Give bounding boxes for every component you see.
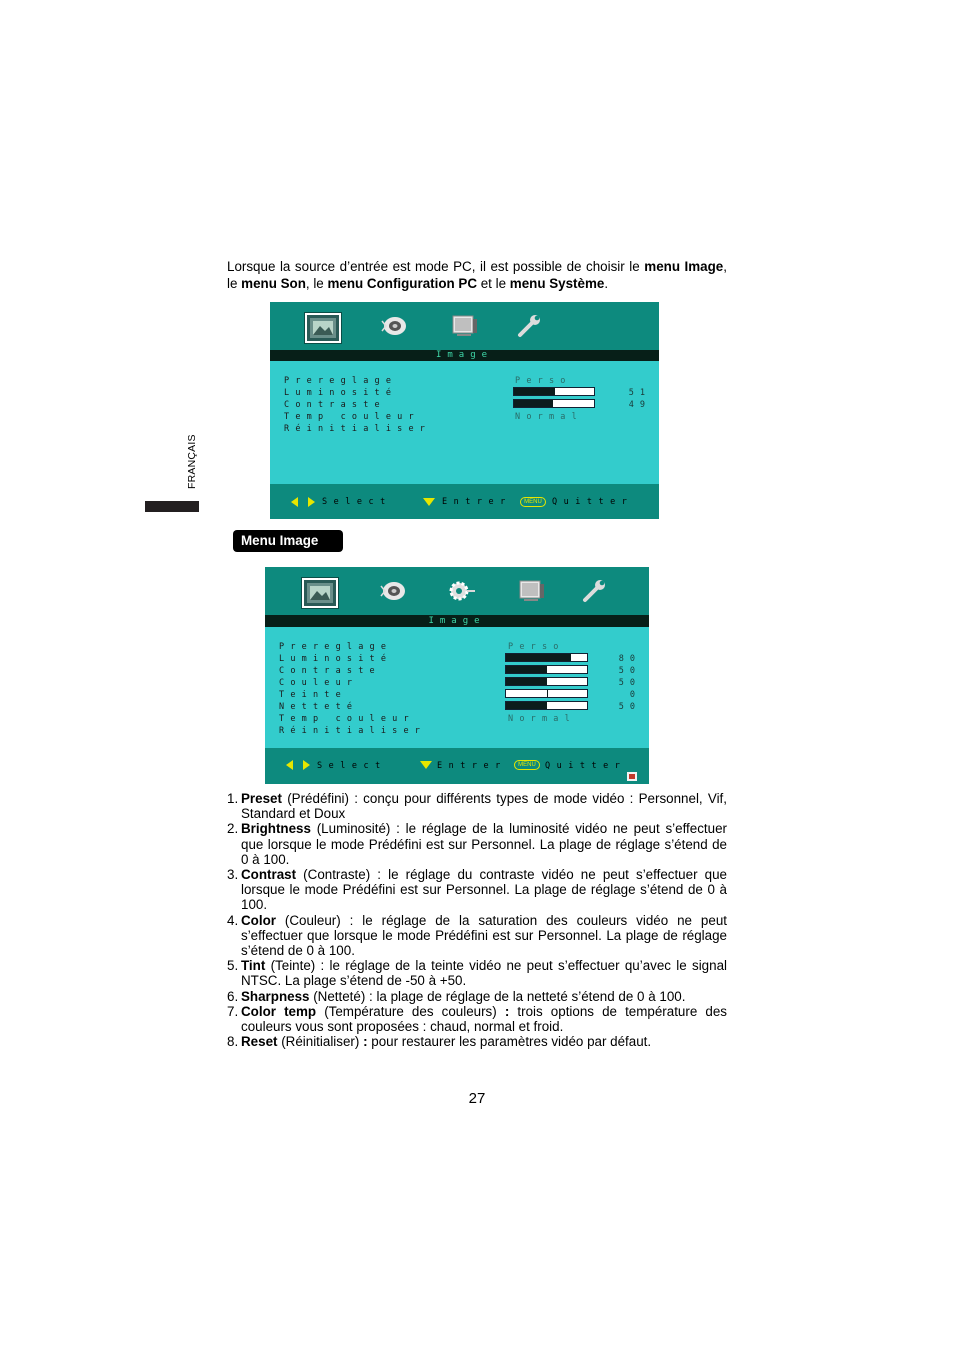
list-text: (Température des couleurs) [316,1003,505,1019]
osd-contraste-bar [513,399,595,408]
osd2-luminosite-value: 80 [618,654,641,664]
osd2-contraste-fill [506,666,547,673]
osd2-temp-value: Normal [508,714,576,724]
list-item [227,1004,727,1034]
left-right-arrows-icon [285,760,311,770]
picture-icon [305,313,341,343]
list-number: 7. [227,1003,239,1019]
intro-bold-menu-son: menu Son [241,276,306,291]
list-term: Contrast [241,867,297,883]
list-number: 5. [227,958,239,974]
list-item [227,821,727,867]
osd-row-prereglage: Prereglage [284,376,398,386]
osd-preset-value: Perso [515,376,572,386]
list-number: 6. [227,988,239,1004]
list-term: Sharpness [241,988,310,1004]
footer-select: Select [322,497,392,507]
list-item [227,867,727,913]
osd-title: Image [435,350,494,360]
list-number: 2. [227,821,239,837]
osd2-couleur-fill [506,678,547,685]
intro-paragraph [227,258,727,292]
osd2-teinte-marker [547,690,548,697]
list-text: (Luminosité) : le réglage de la luminosité vidéo ne peut s’effectuer que lorsque le mode Prédéfini est sur Personnel. La plage de réglage s’étend de 0 à 100. [241,821,727,867]
osd-row-temp-couleur: Temp couleur [279,714,415,724]
intro-text-4: et le [477,276,510,291]
list-text: (Couleur) : le réglage de la saturation des couleurs vidéo ne peut s’effectuer que lorsque le mode Prédéfini est sur Personnel. La plage de réglage s’étend de 0 à 100. [241,912,727,959]
list-colon: : [363,1034,368,1050]
footer-entrer: Entrer [442,497,512,507]
left-right-arrows-icon [290,497,316,507]
wrench-icon [514,313,546,339]
list-text-2: trois options de température des couleurs vous sont proposées : chaud, normal et froid. [241,1003,727,1035]
list-text: (Prédéfini) : conçu pour différents types de mode vidéo : Personnel, Vif, Standard et Doux [241,791,727,822]
osd2-teinte-bar [505,689,588,698]
monitor-icon [515,578,547,604]
osd-title-2: Image [428,616,486,626]
osd-title-bar-2 [265,615,649,627]
wrench-icon [579,578,611,604]
osd-footer [270,484,659,519]
osd-row-prereglage: Prereglage [279,642,393,652]
list-item [227,958,727,988]
down-arrow-icon [419,760,433,770]
osd-luminosite-value: 51 [628,388,651,398]
page-number: 27 [468,1090,486,1107]
list-number: 4. [227,912,239,928]
osd-contraste-value: 49 [628,400,651,410]
list-term: Tint [241,958,266,974]
osd-row-nettete: Netteté [279,702,359,712]
intro-bold-menu-image: menu Image [644,259,724,274]
osd2-nettete-fill [506,702,547,709]
osd-row-teinte: Teinte [279,690,347,700]
osd-row-luminosite: Luminosité [279,654,393,664]
intro-text-5: . [604,276,609,291]
list-colon: : [504,1003,510,1019]
list-term: Preset [241,791,282,806]
osd-luminosite-fill [514,388,555,395]
osd2-teinte-value: 0 [629,690,641,700]
intro-text-1: Lorsque la source d’entrée est mode PC, il est possible de choisir le [227,259,645,274]
osd2-luminosite-bar [505,653,588,662]
osd-screenshot-video [265,567,649,784]
osd2-preset-value: Perso [508,642,565,652]
menu-key-icon: MENU [520,497,546,507]
list-item [227,1034,727,1049]
menu-key-icon: MENU [514,760,540,770]
list-text: (Contraste) : le réglage du contraste vidéo ne peut s’effectuer que lorsque le mode Prédéfini est sur Personnel. La plage de réglage s’étend de 0 à 100. [241,867,727,913]
speaker-icon [378,313,410,339]
osd-contraste-fill [514,400,553,407]
intro-text-2: , le [227,259,727,291]
list-term: Color [241,912,276,928]
list-term: Reset [241,1034,278,1050]
list-text: (Netteté) : la plage de réglage de la netteté s’étend de 0 à 100. [309,988,686,1004]
osd2-couleur-value: 50 [618,678,641,688]
osd-row-contraste: Contraste [279,666,381,676]
language-label-text: FRANÇAIS [186,434,198,489]
list-term: Brightness [241,821,311,837]
osd-luminosite-bar [513,387,595,396]
footer-select: Select [317,761,387,771]
footer-quitter: Quitter [545,761,627,771]
osd2-contraste-bar [505,665,588,674]
menu-image-heading: Menu Image [233,530,343,552]
osd-row-reinitialiser: Réinitialiser [284,424,432,434]
intro-bold-menu-systeme: menu Système [509,276,605,291]
down-arrow-icon [422,497,436,507]
list-term: Color temp [241,1003,317,1019]
osd2-nettete-bar [505,701,588,710]
footer-quitter: Quitter [552,497,634,507]
osd-temp-value: Normal [515,412,583,422]
picture-icon [302,578,338,608]
list-number: 1. [227,791,239,806]
osd-row-reinitialiser: Réinitialiser [279,726,427,736]
osd2-luminosite-fill [506,654,571,661]
osd-icon-bar [270,302,659,350]
osd2-contraste-value: 50 [618,666,641,676]
osd2-nettete-value: 50 [618,702,641,712]
osd-footer-2 [265,748,649,784]
monitor-icon [448,313,480,339]
speaker-icon [377,578,409,604]
list-text: (Teinte) : le réglage de la teinte vidéo ne peut s’effectuer qu’avec le signal NTSC. La plage s’étend de -50 à +50. [241,958,727,989]
list-number: 8. [227,1034,239,1050]
list-text-2: pour restaurer les paramètres vidéo par défaut. [367,1034,652,1050]
osd-screenshot-pc [270,302,659,519]
list-number: 3. [227,867,239,883]
osd-row-contraste: Contraste [284,400,386,410]
osd-title-bar [270,350,659,361]
intro-text-3: , le [305,276,328,291]
osd2-couleur-bar [505,677,588,686]
osd-row-luminosite: Luminosité [284,388,398,398]
osd-row-couleur: Couleur [279,678,359,688]
list-item [227,791,727,821]
list-item [227,913,727,959]
intro-bold-menu-config: menu Configuration PC [327,276,478,291]
language-tab-marker [145,501,199,512]
footer-entrer: Entrer [437,761,507,771]
corner-logo-icon [627,772,637,781]
gear-icon [445,578,477,604]
osd-icon-bar-2 [265,567,649,615]
feature-list [227,791,727,1049]
osd-row-temp-couleur: Temp couleur [284,412,420,422]
list-item [227,989,727,1004]
language-side-label [186,421,202,489]
list-text: (Réinitialiser) [277,1034,364,1050]
